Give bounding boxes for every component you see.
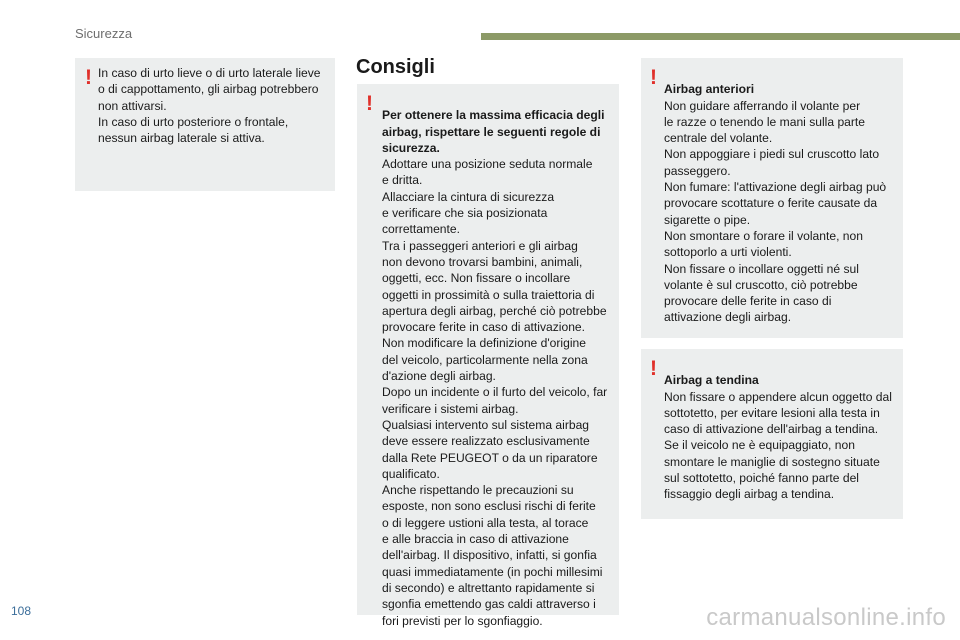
watermark: carmanualsonline.info [706, 604, 946, 631]
page-heading: Consigli [356, 56, 435, 78]
front-airbags-body: Non guidare afferrando il volante per le razze o tenendo le mani sulla parte centrale del volante. Non appoggiare i piedi sul cruscotto lato passeggero. Non fumare: l'attivazione degli airbag può provocare scottature o ferite causate da sigarette o pipe. Non smontare o forare il volante, non sottoporlo a urti violenti. Non fissare o incollare oggetti né sul volante è sul cruscotto, ciò potrebbe provocare delle ferite in caso di attivazione degli airbag. [664, 98, 887, 325]
warning-icon: ! [85, 66, 92, 89]
safety-rules-title: Per ottenere la massima efficacia degli airbag, rispettare le seguenti regole di sicurezza. [382, 108, 605, 155]
warning-icon: ! [650, 66, 657, 89]
header-accent-bar [481, 33, 960, 40]
safety-rules-body: Adottare una posizione seduta normale e dritta. Allacciare la cintura di sicurezza e verificare che sia posizionata correttamente. Tra i passeggeri anteriori e gli airbag non devono trovarsi bambini, animali, oggetti, ecc. Non fissare o incollare oggetti in prossimità o sulla traiettoria di apertura degli airbag, perché ciò potrebbe provocare ferite in caso di attivazione. Non modificare la definizione d'origine del veicolo, particolarmente nella zona d'azione degli airbag. Dopo un incidente o il furto del veicolo, far verificare i sistemi airbag. Qualsiasi intervento sul sistema airbag deve essere realizzato esclusivamente dalla Rete PEUGEOT o da un riparatore qualificato. Anche rispettando le precauzioni su esposte, non sono esclusi rischi di ferite o di leggere ustioni alla testa, al torace e alle braccia in caso di attivazione dell'airbag. Il dispositivo, infatti, si gonfia quasi immediatamente (in pochi millesimi di secondo) e altrettanto rapidamente si sgonfia emettendo gas caldi attraverso i fori previsti per lo sgonfiaggio. [382, 157, 608, 628]
curtain-airbags-body: Non fissare o appendere alcun oggetto dal sottotetto, per evitare lesioni alla testa in caso di attivazione dell'airbag a tendina. Se il veicolo ne è equipaggiato, non smontare le maniglie di sostegno situate sul sottotetto, poiché fanno parte del fissaggio degli airbag a tendina. [664, 389, 892, 502]
curtain-airbags-title: Airbag a tendina [664, 373, 759, 388]
safety-rules-text [382, 91, 618, 629]
page-number: 108 [11, 604, 32, 618]
front-airbags-title: Airbag anteriori [664, 82, 755, 97]
warning-icon: ! [366, 92, 373, 115]
warning-icon: ! [650, 357, 657, 380]
warning-text: In caso di urto lieve o di urto laterale lieve o di cappottamento, gli airbag potrebbero non attivarsi. In caso di urto posteriore o frontale, nessun airbag laterale si attiva. [98, 66, 321, 146]
curtain-airbags-text [664, 356, 900, 503]
section-title: Sicurezza [75, 26, 133, 41]
front-airbags-text [664, 65, 900, 326]
